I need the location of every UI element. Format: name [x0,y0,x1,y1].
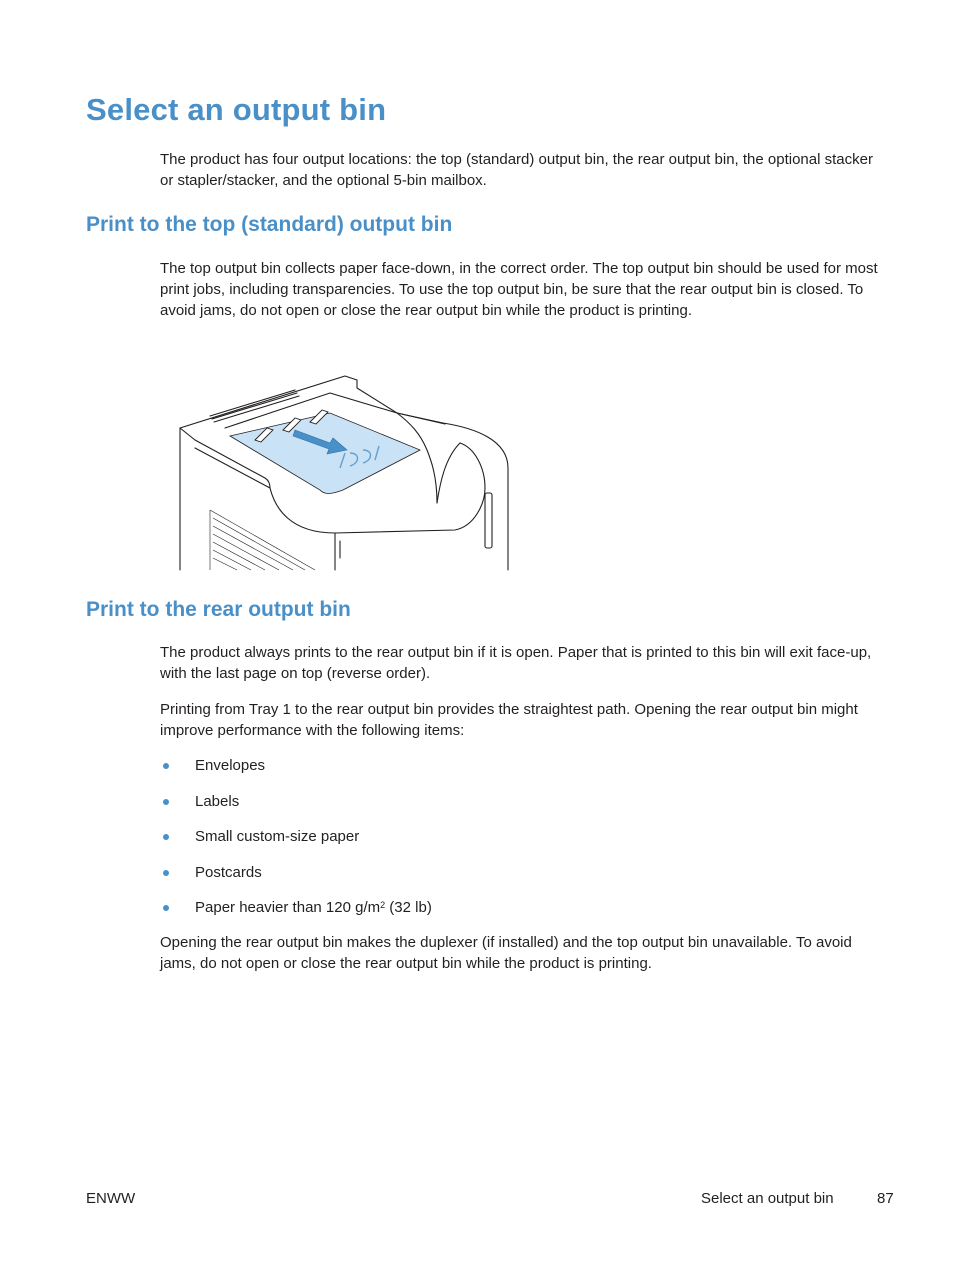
intro-paragraph: The product has four output locations: the top (standard) output bin, the rear output bin, the optional stacker or stapler/stacker, and the optional 5-bin mailbox. [160,151,873,189]
list-item: Small custom-size paper [160,826,432,862]
footer-section-title: Select an output bin [701,1190,834,1207]
page-title: Select an output bin [86,92,387,127]
printer-illustration [175,368,515,572]
rear-bin-paragraph-3: Opening the rear output bin makes the duplexer (if installed) and the top output bin unavailable. To avoid jams, do not open or close the rear output bin while the product is printing. [160,934,852,972]
printer-top-output-bin-drawing [175,368,515,572]
bullet-icon [163,905,169,911]
media-list [160,755,432,933]
list-item: Postcards [160,862,432,898]
list-item: Paper heavier than 120 $g/m^2$ (32 lb) [160,897,432,933]
list-item: Labels [160,791,432,827]
rear-bin-paragraph-1: The product always prints to the rear output bin if it is open. Paper that is printed to this bin will exit face-up, with the last page on top (reverse order). [160,644,872,682]
section-heading-rear-bin: Print to the rear output bin [86,598,351,621]
list-item: Envelopes [160,755,432,791]
section-heading-top-bin: Print to the top (standard) output bin [86,213,453,236]
bullet-icon [163,799,169,805]
page-number: 87 [877,1190,894,1207]
footer-left: ENWW [86,1190,136,1207]
rear-bin-paragraph-2: Printing from Tray 1 to the rear output bin provides the straightest path. Opening the rear output bin might improve performance with the following items: [160,701,858,739]
bullet-icon [163,763,169,769]
top-bin-paragraph: The top output bin collects paper face-down, in the correct order. The top output bin should be used for most print jobs, including transparencies. To use the top output bin, be sure that the rear output bin is closed. To avoid jams, do not open or close the rear output bin while the product is printing. [160,260,878,319]
bullet-icon [163,870,169,876]
bullet-icon [163,834,169,840]
